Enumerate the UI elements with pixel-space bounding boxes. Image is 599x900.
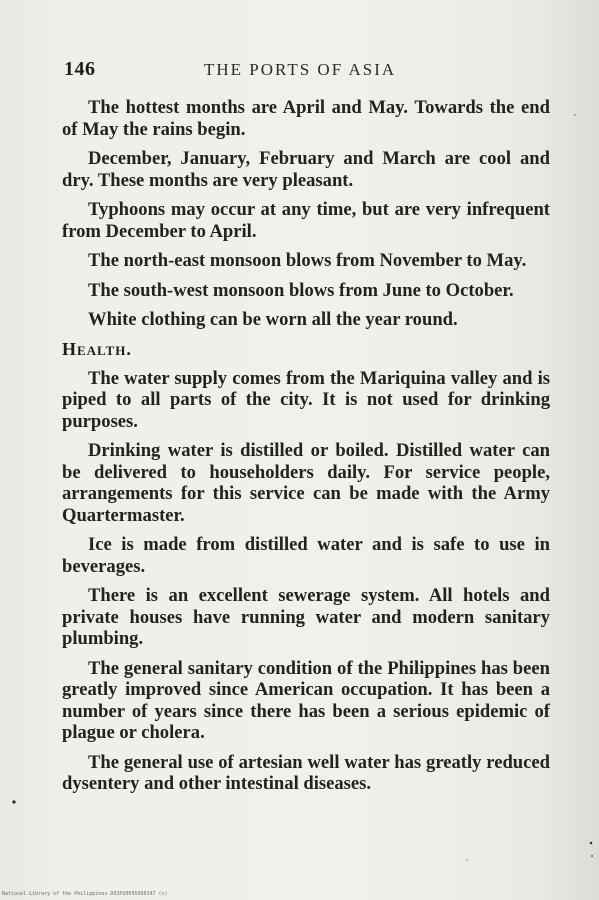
page-number: 146 [64,58,96,80]
paragraph-north-east-monsoon: The north-east monsoon blows from November to May. [88,250,527,271]
paragraph-drinking-water: Drinking water is distilled or boiled. Distilled water can be delivered to householders daily. For service people, arrangements for this service can be made with the Army Quartermaster. [62,440,550,526]
paragraph-typhoons: Typhoons may occur at any time, but are very infrequent from December to April. [62,199,550,242]
paragraph-sewerage: There is an excellent sewerage system. All hotels and private houses have running water and modern sanitary plumbing. [62,585,550,649]
paragraph-water-supply: The water supply comes from the Mariquina valley and is piped to all parts of the city. It is not used for drinking purposes. [62,367,550,432]
paragraph-white-clothing: White clothing can be worn all the year round. [88,309,458,330]
library-footer: National Library of the Philippines DO3PS0095060147 (c) [2,891,168,897]
paragraph-sanitary-condition: The general sanitary condition of the Philippines has been greatly improved since American occupation. It has been a number of years since there has been a serious epidemic of plague or cholera. [62,657,550,743]
paragraph-artesian-water: The general use of artesian well water has greatly reduced dysentery and other intestinal diseases. [62,751,550,794]
paragraph-hottest-months: The hottest months are April and May. Towards the end of May the rains begin. [62,97,550,140]
paragraph-cool-dry-months: December, January, February and March are cool and dry. These months are very pleasant. [62,148,550,191]
paragraph-ice: Ice is made from distilled water and is safe to use in beverages. [62,534,550,577]
running-title: THE PORTS OF ASIA [204,60,397,79]
section-heading-health: Health. [62,338,132,359]
paragraph-south-west-monsoon: The south-west monsoon blows from June to October. [88,279,514,301]
